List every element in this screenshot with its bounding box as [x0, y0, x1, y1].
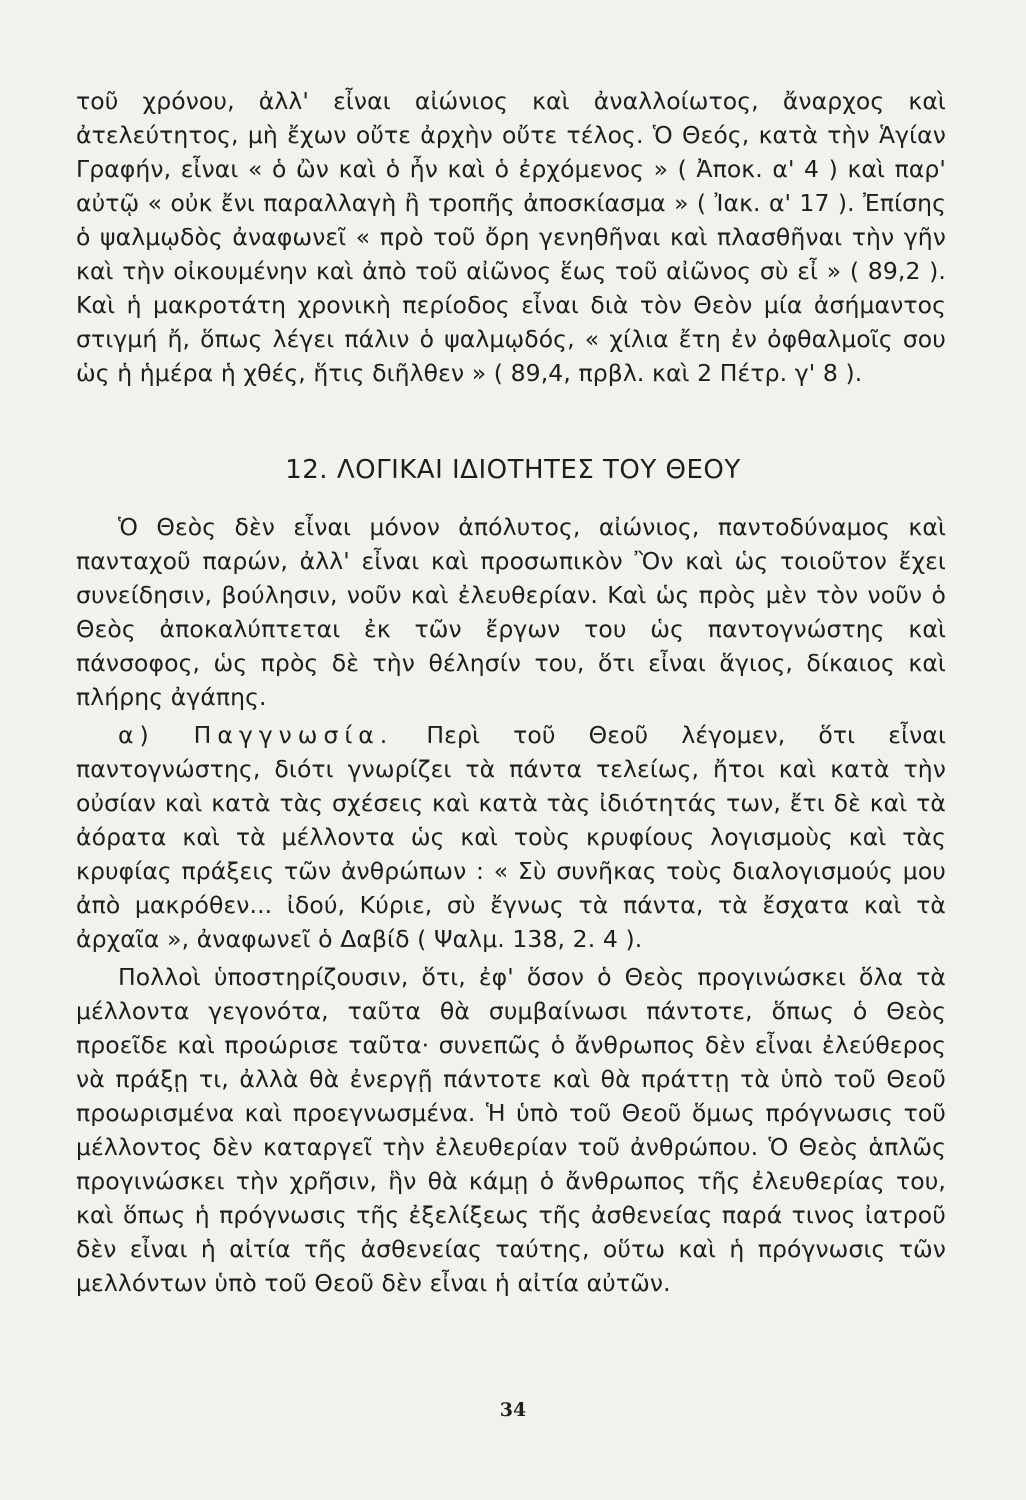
- page-number: 34: [499, 1399, 527, 1421]
- paragraph-logical-properties: Ὁ Θεὸς δὲν εἶναι μόνον ἀπόλυτος, αἰώνιος, παντοδύναμος καὶ πανταχοῦ παρών, ἀλλ' εἶναι καὶ προσωπικὸν Ὂν καὶ ὡς τοιοῦτον ἔχει συνείδησιν, βούλησιν, νοῦν καὶ ἐλευθερίαν. Καὶ ὡς πρὸς μὲν τὸν νοῦν ὁ Θεὸς ἀποκαλύπτεται ἐκ τῶν ἔργων του ὡς παντογνώστης καὶ πάνσοφος, ὡς πρὸς δὲ τὴν θέλησίν του, ὅτι εἶναι ἅγιος, δίκαιος καὶ πλήρης ἀγάπης.: [76, 513, 946, 711]
- intro-paragraph: τοῦ χρόνου, ἀλλ' εἶναι αἰώνιος καὶ ἀναλλοίωτος, ἄναρχος καὶ ἀτελεύτητος, μὴ ἔχων οὔτε ἀρχὴν οὔτε τέλος. Ὁ Θεός, κατὰ τὴν Ἁγίαν Γραφήν, εἶναι « ὁ ὢν καὶ ὁ ἦν καὶ ὁ ἐρχόμενος » ( Ἀποκ. α' 4 ) καὶ παρ' αὐτῷ « οὐκ ἔνι παραλλαγὴ ἢ τροπῆς ἀποσκίασμα » ( Ἰακ. α' 17 ). Ἐπίσης ὁ ψαλμῳδὸς ἀναφωνεῖ « πρὸ τοῦ ὄρη γενηθῆναι καὶ πλασθῆναι τὴν γῆν καὶ τὴν οἰκουμένην καὶ ἀπὸ τοῦ αἰῶνος ἕως τοῦ αἰῶνος σὺ εἶ » ( 89,2 ). Καὶ ἡ μακροτάτη χρονικὴ περίοδος εἶναι διὰ τὸν Θεὸν μία ἀσήμαντος στιγμή ἤ, ὅπως λέγει πάλιν ὁ ψαλμῳδός, « χίλια ἔτη ἐν ὀφθαλμοῖς σου ὡς ἡ ἡμέρα ἡ χθές, ἥτις διῆλθεν » ( 89,4, πρβλ. καὶ 2 Πέτρ. γ' 8 ).: [76, 87, 946, 387]
- paragraph-foreknowledge: Πολλοὶ ὑποστηρίζουσιν, ὅτι, ἐφ' ὅσον ὁ Θεὸς προγινώσκει ὅλα τὰ μέλλοντα γεγονότα, ταῦτα θὰ συμβαίνωσι πάντοτε, ὅπως ὁ Θεὸς προεῖδε καὶ προώρισε ταῦτα· συνεπῶς ὁ ἄνθρωπος δὲν εἶναι ἐλεύθερος νὰ πράξῃ τι, ἀλλὰ θὰ ἐνεργῇ πάντοτε καὶ θὰ πράττῃ τὰ ὑπὸ τοῦ Θεοῦ προωρισμένα καὶ προεγνωσμένα. Ἡ ὑπὸ τοῦ Θεοῦ ὅμως πρόγνωσις τοῦ μέλλοντος δὲν καταργεῖ τὴν ἐλευθερίαν τοῦ ἀνθρώπου. Ὁ Θεὸς ἁπλῶς προγινώσκει τὴν χρῆσιν, ἣν θὰ κάμῃ ὁ ἄνθρωπος τῆς ἐλευθερίας του, καὶ ὅπως ἡ πρόγνωσις τῆς ἐξελίξεως τῆς ἀσθενείας παρά τινος ἰατροῦ δὲν εἶναι ἡ αἰτία τῆς ἀσθενείας ταύτης, οὕτω καὶ ἡ πρόγνωσις τῶν μελλόντων ὑπὸ τοῦ Θεοῦ δὲν εἶναι ἡ αἰτία αὐτῶν.: [76, 963, 946, 1297]
- paragraph-omniscience-text: Περὶ τοῦ Θεοῦ λέγομεν, ὅτι εἶναι παντογνώστης, διότι γνωρίζει τὰ πάντα τελείως, ἤτοι καὶ κατὰ τὴν οὐσίαν καὶ κατὰ τὰς σχέσεις καὶ κατὰ τὰς ἰδιότητάς των, ἔτι δὲ καὶ τὰ ἀόρατα καὶ τὰ μέλλοντα ὡς καὶ τοὺς κρυφίους λογισμοὺς καὶ τὰς κρυφίας πράξεις τῶν ἀνθρώπων : « Σὺ συνῆκας τοὺς διαλογισμούς μου ἀπὸ μακρόθεν... ἰδού, Κύριε, σὺ ἔγνως τὰ πάντα, τὰ ἔσχατα καὶ τὰ ἀρχαῖα », ἀναφωνεῖ ὁ Δαβίδ ( Ψαλμ. 138, 2. 4 ).: [76, 721, 947, 953]
- paragraph-label-omniscience: α) Παγγνωσία.: [118, 721, 394, 749]
- section-heading: 12. ΛΟΓΙΚΑΙ ΙΔΙΟΤΗΤΕΣ ΤΟΥ ΘΕΟΥ: [285, 455, 741, 485]
- paragraph-omniscience: [76, 718, 946, 956]
